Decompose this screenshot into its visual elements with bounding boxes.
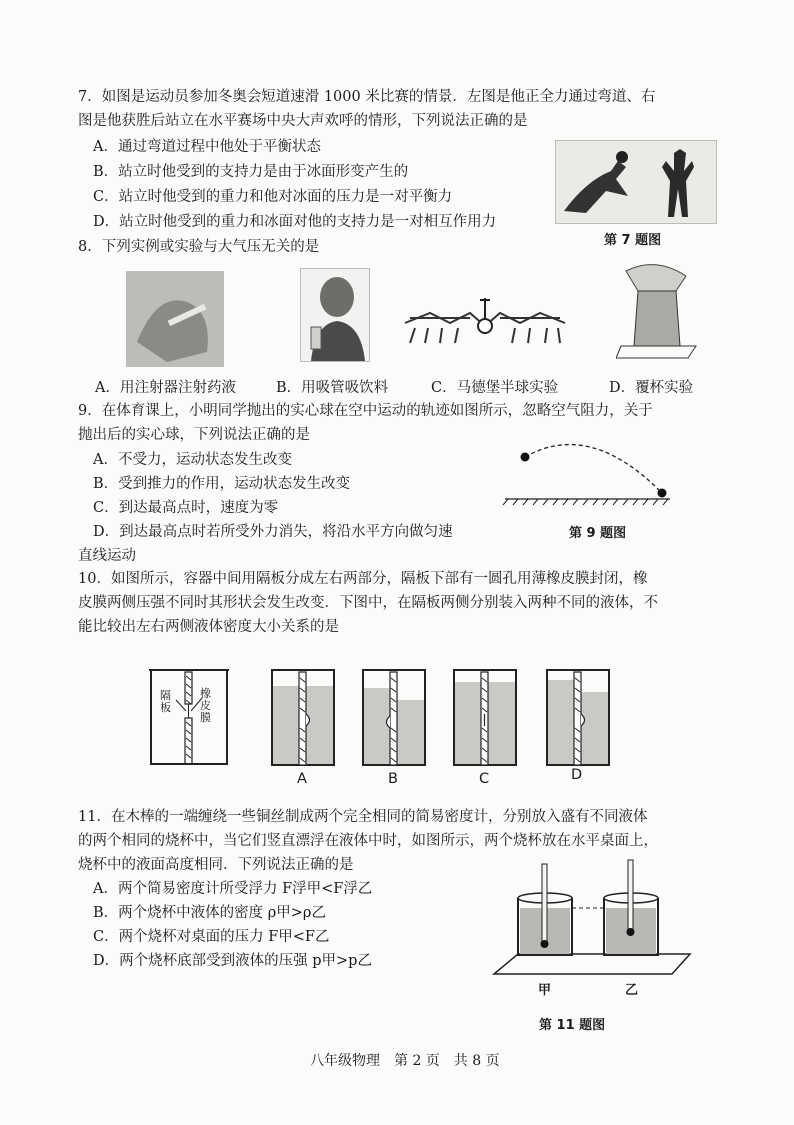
q10-label-d: D (571, 767, 583, 783)
q9-option-c: C．到达最高点时，速度为零 (93, 500, 279, 516)
q8-option-c: C．马德堡半球实验 (431, 380, 559, 396)
q10-reference-container (146, 666, 232, 766)
q10-container-a (268, 666, 338, 768)
q8-option-a: A．用注射器注射药液 (95, 380, 236, 396)
q10-stem-line2: 皮膜两侧压强不同时其形状会发生改变．下图中，在隔板两侧分别装入两种不同的液体，不 (78, 595, 658, 611)
q7-caption: 第 7 题图 (604, 233, 662, 248)
q10-label-c: C (479, 771, 490, 787)
q7-option-b: B．站立时他受到的支持力是由于冰面形变产生的 (93, 164, 409, 180)
q7-stem-line2: 图是他获胜后站立在水平赛场中央大声欢呼的情形，下列说法正确的是 (78, 113, 528, 129)
q7-option-c: C．站立时他受到的重力和他对冰面的压力是一对平衡力 (93, 189, 453, 205)
q11-option-a: A．两个简易密度计所受浮力 F浮甲<F浮乙 (93, 881, 373, 897)
q7-option-a: A．通过弯道过程中他处于平衡状态 (93, 139, 321, 155)
q11-stem-line3: 烧杯中的液面高度相同．下列说法正确的是 (78, 857, 354, 873)
q8-stem: 8．下列实例或实验与大气压无关的是 (78, 239, 320, 255)
q9-option-a: A．不受力，运动状态发生改变 (93, 452, 292, 468)
label-partition: 隔板 (160, 689, 171, 714)
q9-trajectory-diagram (500, 425, 680, 515)
inverted-cup-icon (616, 256, 698, 360)
hand-syringe-icon (127, 272, 223, 366)
q10-container-d (543, 666, 613, 768)
q9-option-d-cont: 直线运动 (78, 548, 136, 564)
q7-stem-line1: 7．如图是运动员参加冬奥会短道速滑 1000 米比赛的情景．左图是他正全力通过弯道、右 (78, 89, 656, 105)
label-membrane: 橡皮膜 (200, 687, 211, 724)
magdeburg-photo (400, 288, 570, 356)
syringe-photo (126, 271, 224, 367)
q10-stem-line1: 10．如图所示，容器中间用隔板分成左右两部分，隔板下部有一圆孔用薄橡皮膜封闭，橡 (78, 571, 648, 587)
q11-label-jia: 甲 (538, 983, 552, 998)
q11-caption: 第 11 题图 (539, 1018, 606, 1033)
drinking-boy-photo (300, 268, 370, 362)
q10-container-c (450, 666, 520, 768)
boy-straw-icon (301, 269, 369, 361)
q10-label-a: A (297, 771, 307, 787)
q10-label-b: B (388, 771, 398, 787)
q9-stem-line1: 9．在体育课上，小明同学抛出的实心球在空中运动的轨迹如图所示，忽略空气阻力，关于 (78, 403, 653, 419)
q11-stem-line2: 的两个相同的烧杯中，当它们竖直漂浮在液体中时，如图所示，两个烧杯放在水平桌面上， (78, 833, 658, 849)
cup-experiment-photo (616, 256, 698, 360)
q7-option-d: D．站立时他受到的重力和冰面对他的支持力是一对相互作用力 (93, 214, 497, 230)
page-footer: 八年级物理 第 2 页 共 8 页 (310, 1053, 500, 1069)
q10-stem-line3: 能比较出左右两侧液体密度大小关系的是 (78, 619, 339, 635)
q7-skater-photo (555, 140, 717, 224)
skater-figure-icon (556, 141, 716, 223)
q11-option-b: B．两个烧杯中液体的密度 ρ甲>ρ乙 (93, 905, 326, 921)
q11-option-c: C．两个烧杯对桌面的压力 F甲<F乙 (93, 929, 330, 945)
q10-container-b (359, 666, 429, 768)
q8-option-b: B．用吸管吸饮料 (276, 380, 389, 396)
q11-stem-line1: 11．在木棒的一端缠绕一些铜丝制成两个完全相同的简易密度计，分别放入盛有不同液体 (78, 809, 648, 825)
q11-option-d: D．两个烧杯底部受到液体的压强 p甲>p乙 (93, 953, 372, 969)
magdeburg-horses-icon (400, 288, 570, 356)
q9-option-d: D．到达最高点时若所受外力消失，将沿水平方向做匀速 (93, 524, 453, 540)
q11-hydrometer-diagram (490, 856, 700, 980)
q9-option-b: B．受到推力的作用，运动状态发生改变 (93, 476, 351, 492)
q9-caption: 第 9 题图 (569, 526, 627, 541)
q9-stem-line2: 抛出后的实心球，下列说法正确的是 (78, 427, 310, 443)
q11-label-yi: 乙 (625, 983, 639, 998)
q8-option-d: D．覆杯实验 (609, 380, 694, 396)
